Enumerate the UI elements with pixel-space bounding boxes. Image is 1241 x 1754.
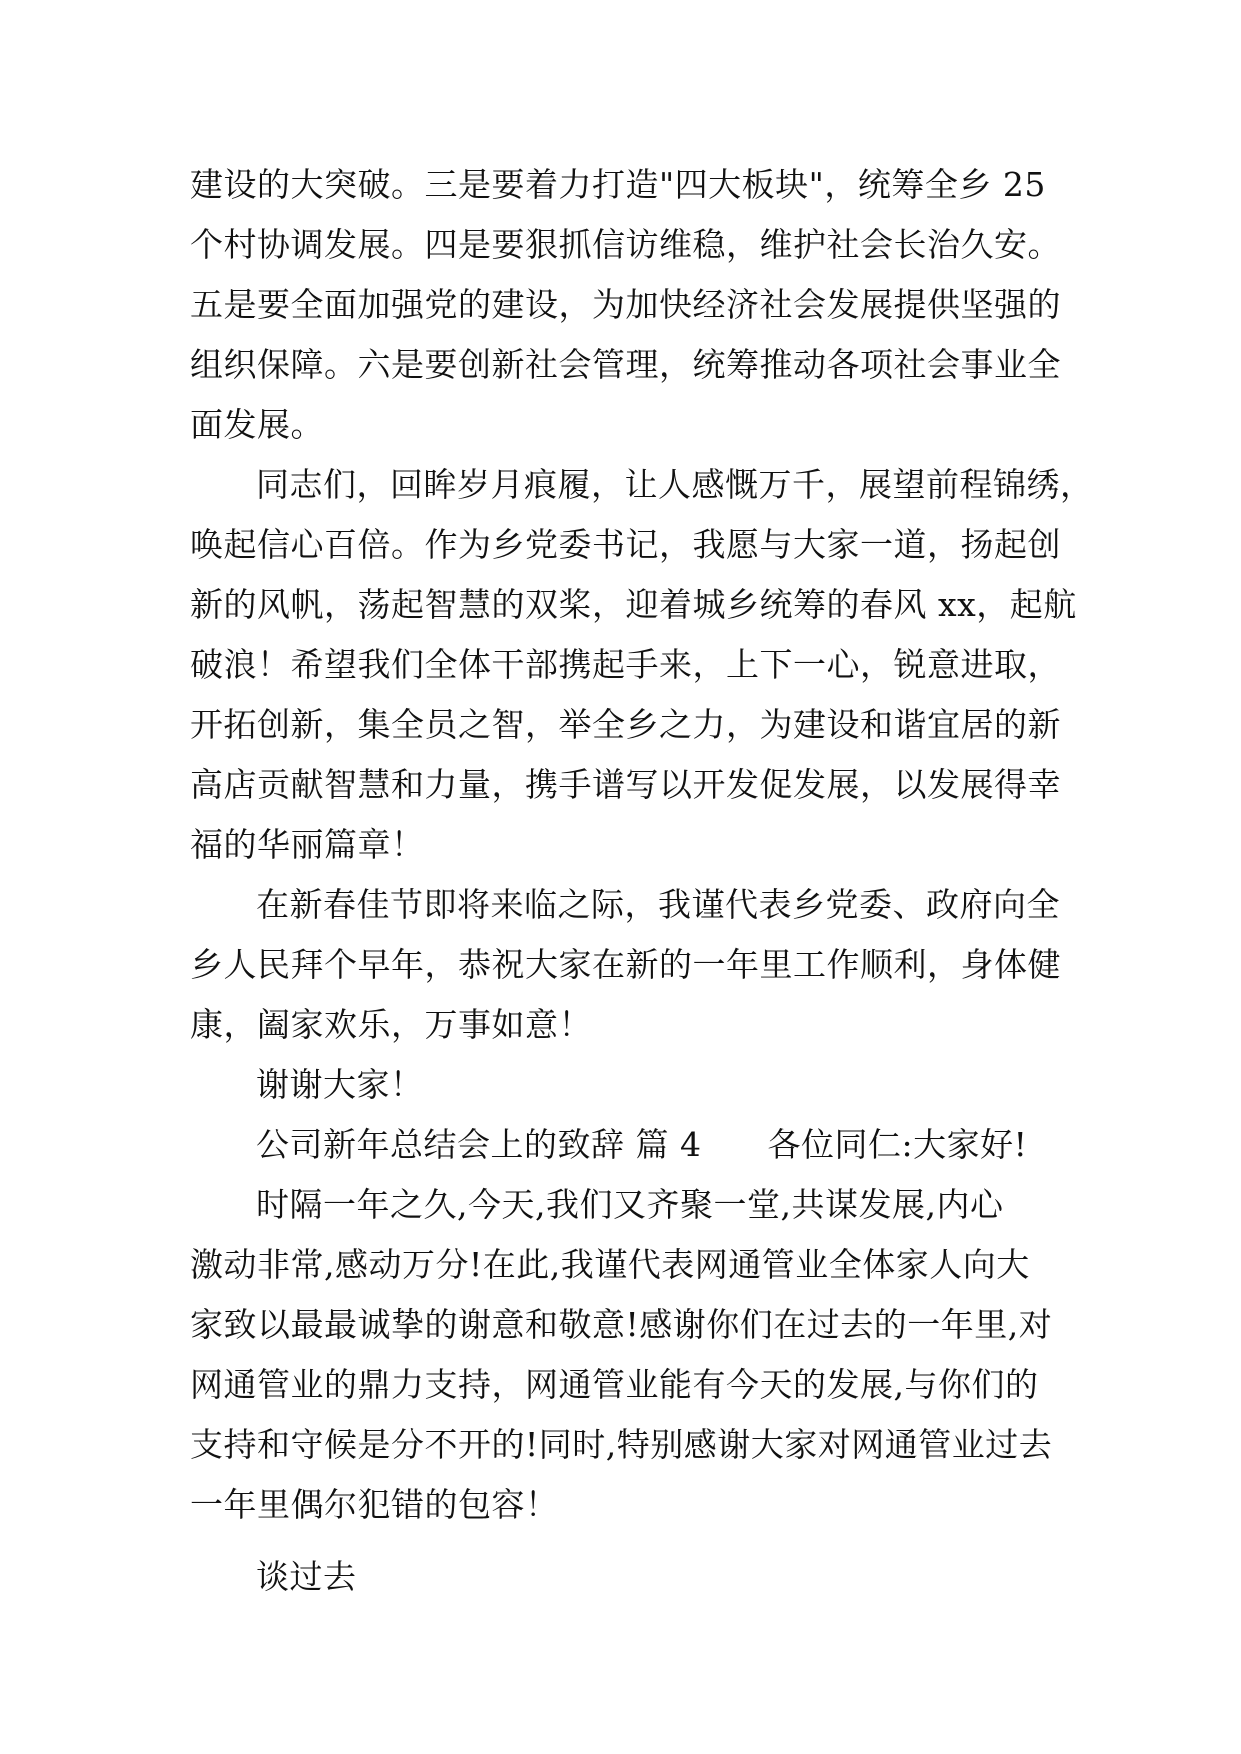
section-title: 公司新年总结会上的致辞 篇 4 (256, 1125, 702, 1164)
paragraph-start-line: 在新春佳节即将来临之际，我谨代表乡党委、政府向全 (256, 885, 1060, 924)
text-line: 开拓创新，集全员之智，举全乡之力，为建设和谐宜居的新 (190, 705, 1061, 744)
text-line: 建设的大突破。三是要着力打造"四大板块"，统筹全乡 25 (190, 165, 1046, 204)
text-line: 五是要全面加强党的建设，为加快经济社会发展提供坚强的 (190, 285, 1061, 324)
text-line: 一年里偶尔犯错的包容！ (190, 1485, 559, 1524)
text-line: 网通管业的鼎力支持，网通管业能有今天的发展,与你们的 (190, 1365, 1039, 1404)
text-line: 唤起信心百倍。作为乡党委书记，我愿与大家一道，扬起创 (190, 525, 1061, 564)
text-line: 新的风帆，荡起智慧的双桨，迎着城乡统筹的春风 xx，起航 (190, 585, 1077, 624)
closing-thanks: 谢谢大家！ (256, 1065, 424, 1104)
text-line: 康，阖家欢乐，万事如意！ (190, 1005, 592, 1044)
text-line: 家致以最最诚挚的谢意和敬意!感谢你们在过去的一年里,对 (190, 1305, 1053, 1344)
section-heading-line (190, 1115, 1070, 1175)
document-body (190, 155, 1094, 1607)
paragraph-start-line: 同志们，回眸岁月痕履，让人感慨万千，展望前程锦绣， (256, 465, 1094, 504)
text-line: 高店贡献智慧和力量，携手谱写以开发促发展，以发展得幸 (190, 765, 1061, 804)
text-line: 激动非常,感动万分!在此,我谨代表网通管业全体家人向大 (190, 1245, 1030, 1284)
text-line: 支持和守候是分不开的!同时,特别感谢大家对网通管业过去 (190, 1425, 1053, 1464)
subheading: 谈过去 (256, 1557, 357, 1596)
paragraph-start-line: 时隔一年之久,今天,我们又齐聚一堂,共谋发展,内心 (256, 1185, 1004, 1224)
text-line: 个村协调发展。四是要狠抓信访维稳，维护社会长治久安。 (190, 225, 1061, 264)
text-line: 福的华丽篇章！ (190, 825, 425, 864)
text-line: 破浪！希望我们全体干部携起手来，上下一心，锐意进取， (190, 645, 1061, 684)
text-line: 组织保障。六是要创新社会管理，统筹推动各项社会事业全 (190, 345, 1061, 384)
text-line: 面发展。 (190, 405, 324, 444)
salutation: 各位同仁:大家好! (767, 1125, 1028, 1164)
text-line: 乡人民拜个早年，恭祝大家在新的一年里工作顺利，身体健 (190, 945, 1061, 984)
